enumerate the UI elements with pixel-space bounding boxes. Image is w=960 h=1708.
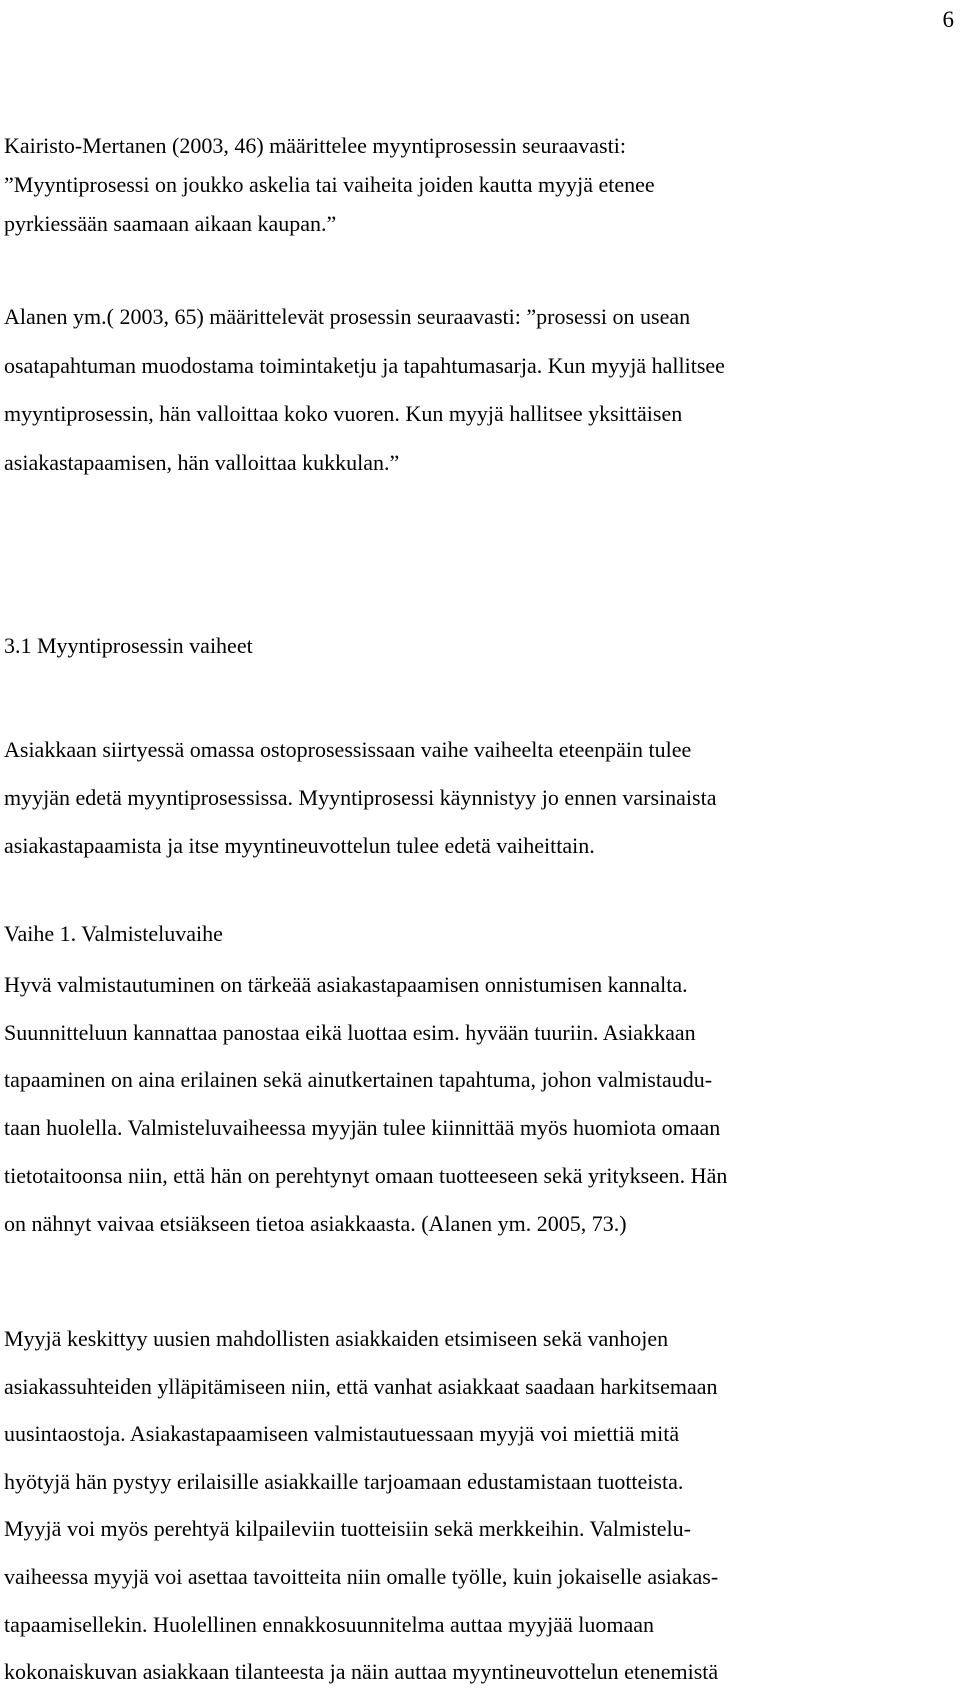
paragraph-sales-phases [4, 726, 954, 870]
text-line: Myyjä voi myös perehtyä kilpaileviin tuotteisiin sekä merkkeihin. Valmistelu- [4, 1516, 691, 1542]
phase-title: Vaihe 1. Valmisteluvaihe [4, 921, 223, 946]
section-heading: 3.1 Myyntiprosessin vaiheet [4, 633, 253, 658]
text-line: myyntiprosessin, hän valloittaa koko vuoren. Kun myyjä hallitsee yksittäisen [4, 401, 683, 426]
text-line: pyrkiessään saamaan aikaan kaupan.” [4, 211, 337, 236]
text-line: tapaaminen on aina erilainen sekä ainutkertainen tapahtuma, johon valmistaudu- [4, 1067, 713, 1093]
text-line: asiakassuhteiden ylläpitämiseen niin, että vanhat asiakkaat saadaan harkitsemaan [4, 1373, 718, 1399]
text-line: asiakastapaamista ja itse myyntineuvottelun tulee edetä vaiheittain. [4, 833, 595, 858]
text-line: hyötyjä hän pystyy erilaisille asiakkaille tarjoamaan edustamistaan tuotteista. [4, 1468, 684, 1494]
text-line: vaiheessa myyjä voi asettaa tavoitteita niin omalle työlle, kuin jokaiselle asiakas- [4, 1563, 719, 1589]
text-line: osatapahtuman muodostama toimintaketju ja tapahtumasarja. Kun myyjä hallitsee [4, 352, 725, 378]
paragraph-preparation [4, 961, 954, 1247]
text-line: Hyvä valmistautuminen on tärkeää asiakastapaamisen onnistumisen kannalta. [4, 972, 688, 997]
text-line: on nähnyt vaivaa etsiäkseen tietoa asiakkaasta. (Alanen ym. 2005, 73.) [4, 1210, 627, 1236]
page-number: 6 [942, 7, 954, 32]
text-line: tietotaitoonsa niin, että hän on perehtynyt omaan tuotteeseen sekä yritykseen. Hän [4, 1162, 728, 1188]
text-line: Kairisto-Mertanen (2003, 46) määrittelee myyntiprosessin seuraavasti: [4, 133, 626, 158]
text-line: asiakastapaamisen, hän valloittaa kukkulan.” [4, 449, 400, 475]
text-line: ”Myyntiprosessi on joukko askelia tai vaiheita joiden kautta myyjä etenee [4, 172, 655, 197]
text-line: uusintaostoja. Asiakastapaamiseen valmistautuessaan myyjä voi miettiä mitä [4, 1421, 680, 1447]
paragraph-seller-focus [4, 1315, 954, 1696]
text-line: taan huolella. Valmisteluvaiheessa myyjän tulee kiinnittää myös huomiota omaan [4, 1115, 721, 1141]
text-line: Alanen ym.( 2003, 65) määrittelevät prosessin seuraavasti: ”prosessi on usean [4, 304, 691, 329]
paragraph-process-definition [4, 293, 954, 487]
text-line: Asiakkaan siirtyessä omassa ostoprosessissaan vaihe vaiheelta eteenpäin tulee [4, 737, 692, 762]
text-line: myyjän edetä myyntiprosessissa. Myyntiprosessi käynnistyy jo ennen varsinaista [4, 785, 717, 810]
text-line: kokonaiskuvan asiakkaan tilanteesta ja näin auttaa myyntineuvottelun etenemistä [4, 1659, 719, 1685]
intro-paragraph [4, 126, 954, 243]
text-line: Myyjä keskittyy uusien mahdollisten asiakkaiden etsimiseen sekä vanhojen [4, 1326, 669, 1351]
text-line: Suunnitteluun kannattaa panostaa eikä luottaa esim. hyvään tuuriin. Asiakkaan [4, 1019, 696, 1045]
text-line: tapaamisellekin. Huolellinen ennakkosuunnitelma auttaa myyjää luomaan [4, 1611, 655, 1637]
